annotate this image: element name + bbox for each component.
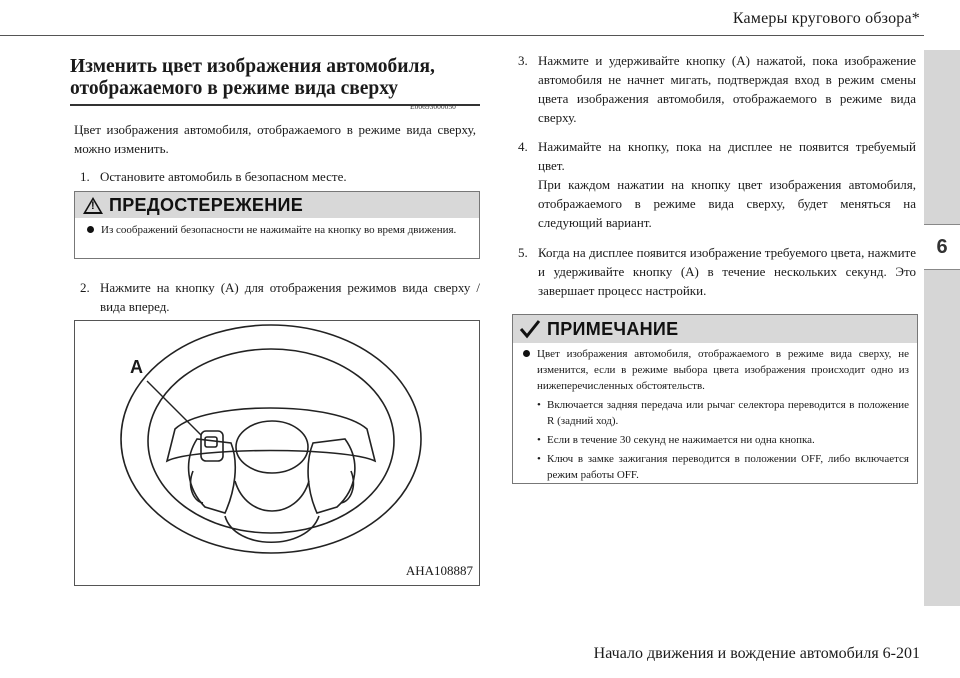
page-footer: Начало движения и вождение автомобиля 6-201 xyxy=(593,645,920,662)
note-title: ПРИМЕЧАНИЕ xyxy=(547,318,679,339)
warning-box xyxy=(74,191,480,259)
figure-callout-label: A xyxy=(130,357,143,377)
note-subitem-text: Ключ в замке зажигания переводится в положении OFF, либо включается режим работы OFF. xyxy=(547,453,909,481)
step-number: 4. xyxy=(518,139,528,154)
bullet-icon xyxy=(523,350,530,357)
step-number: 1. xyxy=(80,169,90,184)
step-3 xyxy=(518,51,916,127)
warning-triangle-icon xyxy=(83,197,103,214)
section-heading xyxy=(70,56,480,106)
warning-item-text: Из соображений безопасности не нажимайте на кнопку во время движения. xyxy=(101,224,457,236)
note-subitem xyxy=(537,451,909,483)
small-bullet-icon: • xyxy=(537,399,541,411)
note-subitem xyxy=(537,432,909,448)
step-text-line: При каждом нажатии на кнопку цвет изображения автомобиля, отображаемого в режиме вида сверху, будет меняться на следующий вариант. xyxy=(538,177,916,230)
step-text-line: Нажимайте на кнопку, пока на дисплее не появится требуемый цвет. xyxy=(538,139,916,173)
warning-title: ПРЕДОСТЕРЕЖЕНИЕ xyxy=(109,194,304,215)
step-4 xyxy=(518,137,916,232)
note-item-text: Цвет изображения автомобиля, отображаемого в режиме вида сверху, не изменится, если в режиме выбора цвета изображения происходит одно из нижеперечисленных обстоятельств. xyxy=(537,348,909,392)
chapter-side-tab xyxy=(924,50,960,606)
step-text xyxy=(538,137,916,232)
note-box xyxy=(512,314,918,484)
small-bullet-icon: • xyxy=(537,434,541,446)
small-bullet-icon: • xyxy=(537,453,541,465)
step-1 xyxy=(80,167,480,186)
page-header-title: Камеры кругового обзора* xyxy=(732,10,920,27)
step-text: Остановите автомобиль в безопасном месте. xyxy=(100,169,347,184)
step-text: Когда на дисплее появится изображение требуемого цвета, нажмите и удерживайте кнопку (A) в течение нескольких секунд. Это завершает процесс настройки. xyxy=(538,245,916,298)
section-title: Изменить цвет изображения автомобиля, отображаемого в режиме вида сверху xyxy=(70,56,435,99)
note-subitem xyxy=(537,397,909,429)
note-subitem-text: Включается задняя передача или рычаг селектора переводится в положение R (задний ход). xyxy=(547,399,909,427)
chapter-number: 6 xyxy=(924,224,960,270)
step-number: 3. xyxy=(518,53,528,68)
step-number: 2. xyxy=(80,280,90,295)
note-subitem-text: Если в течение 30 секунд не нажимается ни одна кнопка. xyxy=(547,434,815,446)
note-item xyxy=(523,346,909,394)
step-number: 5. xyxy=(518,245,528,260)
bullet-icon xyxy=(87,226,94,233)
section-code: E00693000050 xyxy=(410,102,456,111)
steering-wheel-figure xyxy=(74,320,480,586)
intro-paragraph: Цвет изображения автомобиля, отображаемого в режиме вида сверху, можно изменить. xyxy=(74,122,476,156)
check-icon xyxy=(519,319,541,339)
figure-code: AHA108887 xyxy=(405,563,473,578)
step-2 xyxy=(80,278,480,316)
step-5 xyxy=(518,243,916,300)
note-header xyxy=(513,315,917,343)
callout-line xyxy=(147,381,201,435)
step-text: Нажмите на кнопку (A) для отображения режимов вида сверху / вида вперед. xyxy=(100,280,480,314)
step-text: Нажмите и удерживайте кнопку (A) нажатой, пока изображение автомобиля не начнет мигать, подтверждая вход в режим смены цвета изображения автомобиля, отображаемого в режиме вида сверху. xyxy=(538,53,916,125)
header-divider xyxy=(0,35,924,36)
warning-header xyxy=(75,192,479,218)
warning-item xyxy=(87,222,471,238)
